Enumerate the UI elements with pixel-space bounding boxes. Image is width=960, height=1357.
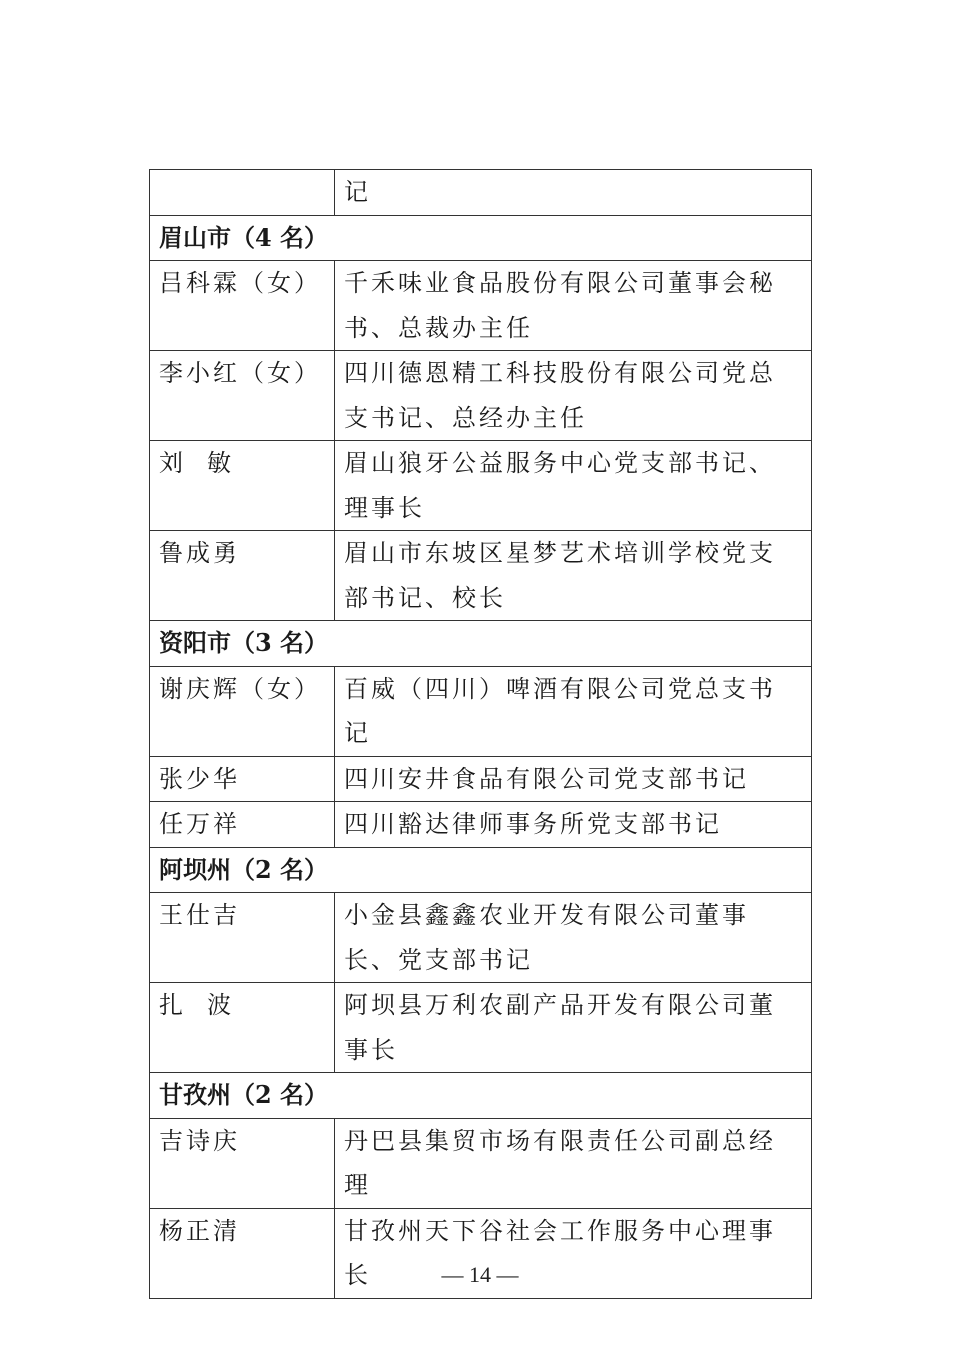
table-row [150, 170, 812, 216]
title-cell: 眉山狼牙公益服务中心党支部书记、理事长 [335, 441, 812, 531]
title-cell: 丹巴县集贸市场有限责任公司副总经理 [335, 1118, 812, 1208]
name-cell: 谢庆辉（女） [150, 666, 335, 756]
name-cell: 李小红（女） [150, 351, 335, 441]
title-cell: 四川豁达律师事务所党支部书记 [335, 802, 812, 848]
awardee-table [149, 169, 812, 1299]
table-row [150, 983, 812, 1073]
title-cell: 四川安井食品有限公司党支部书记 [335, 756, 812, 802]
name-cell: 鲁成勇 [150, 531, 335, 621]
table-row [150, 531, 812, 621]
group-heading-row [150, 847, 812, 893]
name-cell: 任万祥 [150, 802, 335, 848]
table-row [150, 756, 812, 802]
table-row [150, 351, 812, 441]
table-row [150, 666, 812, 756]
name-cell: 张少华 [150, 756, 335, 802]
title-cell: 四川德恩精工科技股份有限公司党总支书记、总经办主任 [335, 351, 812, 441]
name-cell: 杨正清 [150, 1208, 335, 1298]
group-heading: 眉山市（4 名） [150, 215, 812, 261]
group-heading: 资阳市（3 名） [150, 621, 812, 667]
group-heading-row [150, 1073, 812, 1119]
group-heading: 阿坝州（2 名） [150, 847, 812, 893]
table-row [150, 893, 812, 983]
name-cell: 吉诗庆 [150, 1118, 335, 1208]
group-heading-row [150, 215, 812, 261]
title-cell: 记 [335, 170, 812, 216]
table-row [150, 441, 812, 531]
name-cell: 吕科霖（女） [150, 261, 335, 351]
title-cell: 百威（四川）啤酒有限公司党总支书记 [335, 666, 812, 756]
name-cell: 扎 波 [150, 983, 335, 1073]
table-row [150, 1118, 812, 1208]
table-row [150, 261, 812, 351]
title-cell: 千禾味业食品股份有限公司董事会秘书、总裁办主任 [335, 261, 812, 351]
title-cell: 眉山市东坡区星梦艺术培训学校党支部书记、校长 [335, 531, 812, 621]
name-cell: 刘 敏 [150, 441, 335, 531]
name-cell [150, 170, 335, 216]
page-number: — 14 — [441, 1262, 519, 1287]
table-row [150, 802, 812, 848]
title-cell: 小金县鑫鑫农业开发有限公司董事长、党支部书记 [335, 893, 812, 983]
group-heading: 甘孜州（2 名） [150, 1073, 812, 1119]
group-heading-row [150, 621, 812, 667]
title-cell: 甘孜州天下谷社会工作服务中心理事长 [335, 1208, 812, 1298]
title-cell: 阿坝县万利农副产品开发有限公司董事长 [335, 983, 812, 1073]
name-cell: 王仕吉 [150, 893, 335, 983]
